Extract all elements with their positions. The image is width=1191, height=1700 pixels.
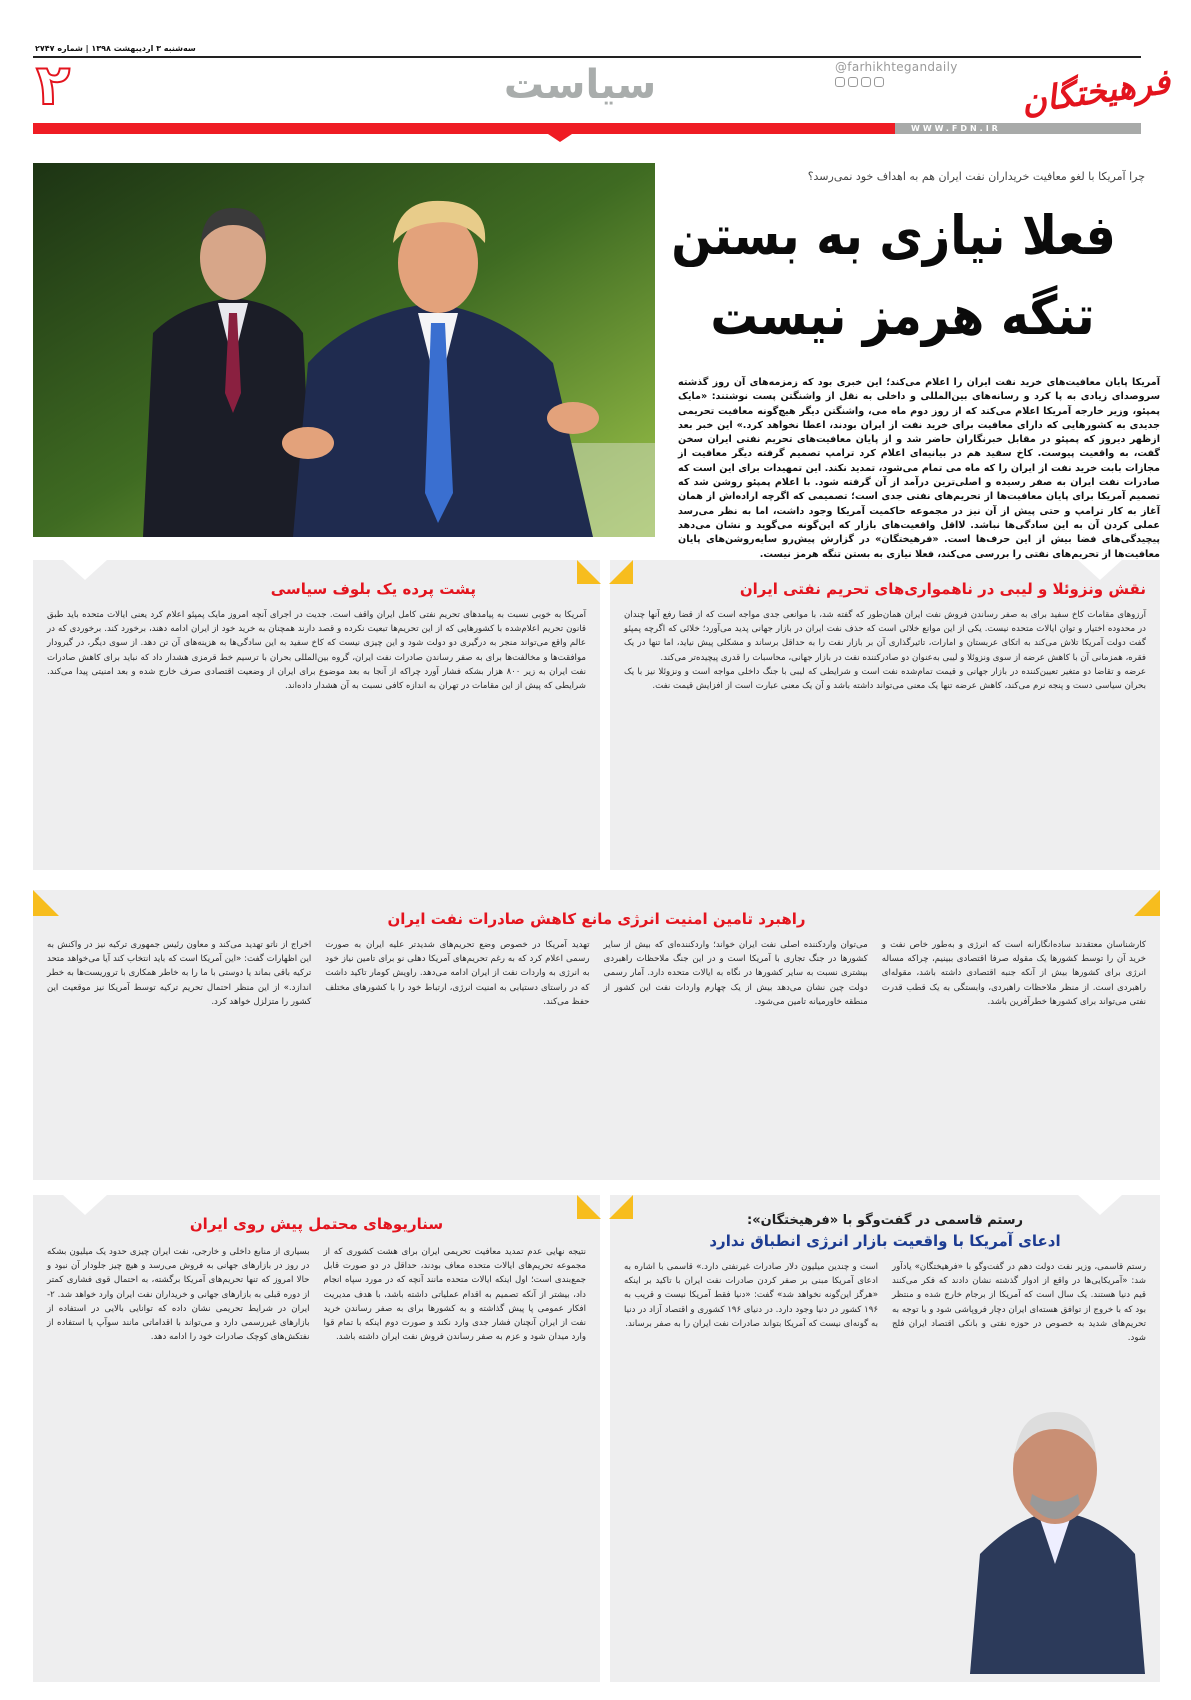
column-text: رستم قاسمی، وزیر نفت دولت دهم در گفت‌وگو با «فرهیختگان» یادآور شد: «آمریکایی‌ها در واقع از ادوار گذشته نشان دادند که فکر می‌کنند قیم دنیا هستند. یک سال است که آمریکا از برجام خارج شده و منتظر بود که با خروج از توافق هسته‌ای ایران دچار فروپاشی شود و با توجه به تحریم‌های شدید به خصوص در حوزه نفتی و بانکی اقتصاد ایران فلج شود. [892, 1262, 1146, 1344]
header-notch [548, 134, 572, 142]
article-title[interactable]: ادعای آمریکا با واقعیت بازار انرژی انطباق ندارد [709, 1232, 1061, 1250]
interview-kicker: رستم قاسمی در گفت‌وگو با «فرهیختگان»: [747, 1213, 1023, 1228]
article-energy-security [33, 890, 1160, 1180]
story-kicker: چرا آمریکا با لغو معافیت خریداران نفت ایران هم به اهداف خود نمی‌رسد؟ [807, 170, 1145, 183]
yellow-corner [33, 890, 59, 916]
story-lead: آمریکا پایان معافیت‌های خرید نفت ایران را اعلام می‌کند؛ این خبری بود که زمزمه‌های آن روز گذشته سروصدای زیادی به پا کرد و رسانه‌های بین‌المللی و داخلی به نقل از واشنگتن پست نوشتند: «مایک پمپئو، وزیر خارجه آمریکا اعلام می‌کند که از روز دوم ماه می، واشنگتن دیگر هیچ‌گونه معافیت تحریمی جدیدی به کشورهایی که دارای معافیت برای خرید نفت از ایران بودند، اعطا نخواهد کرد.» این خبر بعد ازظهر دیروز که پمپئو در مقابل خبرنگاران حاضر شد و از پایان معافیت‌های تحریم نفتی ایران سخن گفت، به واقعیت پیوست. کاخ سفید هم در بیانیه‌ای اعلام کرد ترامپ تصمیم گرفته دیگر معافیت از مجازات بابت خرید نفت از ایران را که ماه می تمام می‌شود، تمدید نکند. این تمهیدات برای این است که صادرات نفت ایران به صفر رسیده و اصلی‌ترین درآمد از آن گرفته شود. با اعلام پمپئو روشن شد که تصمیم آمریکا برای پایان معافیت‌ها از تحریم‌های نفتی جدی است؛ تصمیمی که اگرچه اراده‌اش از همان آغاز به کار ترامپ و حتی پیش از آن نیز در مجموعه حاکمیت آمریکا وجود داشت، اما به نظر می‌رسد عملی کردن آن به این سادگی‌ها نباشد. لااقل واقعیت‌های بازار که این‌گونه می‌گوید و نشان می‌دهد پیچیدگی‌های فضا بیش از این حرف‌ها است. «فرهیختگان» در گزارش پیش‌رو سایه‌روشن‌های پایان معافیت‌ها از تحریم‌های نفتی را بررسی می‌کند، فعلا نیازی به بستن تنگه هرمز نیست. [678, 377, 1160, 560]
header-red-bar [33, 123, 895, 134]
box-notch [63, 560, 107, 580]
article-paragraph: آرزوهای مقامات کاخ سفید برای به صفر رساندن فروش نفت ایران همان‌طور که گفته شد، با موانعی جدی مواجه است که از قضا رفع آنها چندان در محدوده اختیار و توان ایالات متحده نیست. یکی از این موانع خلائی است که حذف نفت ایران در بازار جهانی پدید می‌آورد؛ خلائی که اگرچه پمپئو گفت دولت آمریکا تلاش می‌کند به اتکای عربستان و امارات، تاثیرگذاری آن بر بازار نفت را به حداقل برساند و مشکلی پیش نیاید، اما تنها در یک فقره، همزمانی آن با کاهش عرضه از سوی ونزوئلا و لیبی به‌عنوان دو صادرکننده نفت در بازار جهانی، محاسبات را قدری پیچیده‌تر می‌کند. [624, 610, 1146, 663]
article-paragraph: عرضه و تقاضا دو متغیر تعیین‌کننده در بازار جهانی و قیمت تمام‌شده نفت است و شرایطی که لیبی با جنگ داخلی مواجه است و ونزوئلا نیز با یک بحران سیاسی دست و پنجه نرم می‌کند، کاهش عرضه تنها یک معنی می‌تواند داشته باشد و آن یک معنی عبارت است از افزایش قیمت نفت. [624, 666, 1146, 692]
column-text: بسیاری از منابع داخلی و خارجی، نفت ایران چیزی حدود یک میلیون بشکه در روز در بازارهای جهانی به فروش می‌رسد و هیچ چیز جلودار آن نبود و حالا امروز که تنها تحریم‌های آمریکا برگشته، به احتمال قوی فشاری کمتر از دوره قبلی به بازارهای جهانی و خریداران نفت ایران وارد خواهد شد. ۲- ایران در شرایط تحریمی نشان داده که توانایی بالایی در استفاده از بازارهای غیررسمی دارد و می‌تواند با اقداماتی مانند سوآپ یا استفاده از نفتکش‌های کوچک صادرات خود را ادامه دهد. [47, 1247, 310, 1343]
column-text: می‌توان واردکننده اصلی نفت ایران خواند؛ واردکننده‌ای که بیش از سایر کشورها در جنگ تجاری با آمریکا است و در این جنگ ملاحظات راهبردی بیشتری نسبت به سایر کشورها در نگاه به ایالات متحده دارد. آمار رسمی دولت چین نشان می‌دهد بیش از یک چهارم واردات نفت این کشور از منطقه خاورمیانه تامین می‌شود. [603, 940, 868, 1007]
issue-date: سه‌شنبه ۳ اردیبهشت ۱۳۹۸ | شماره ۲۷۴۷ [35, 44, 196, 53]
column-text: است و چندین میلیون دلار صادرات غیرنفتی دارد.» قاسمی با اشاره به ادعای آمریکا مبنی بر صفر کردن صادرات نفت ایران با تاکید بر اینکه «هرگز این‌گونه نخواهد شد» گفت: «دنیا فقط آمریکا نیست و قریب به ۱۹۶ کشور در دنیا وجود دارد. در دنیای ۱۹۶ کشوری و اقتصاد آزاد در دنیا به گونه‌ای نیست که آمریکا بتواند صادرات نفت ایران را به صفر برساند. [624, 1262, 878, 1329]
main-photo [33, 163, 655, 537]
yellow-corner [577, 560, 601, 584]
instagram-icon[interactable] [835, 77, 845, 87]
section-title: سیاست [503, 62, 657, 108]
article-political-bluff [33, 560, 600, 870]
yellow-corner [1134, 890, 1160, 916]
article-paragraph: آمریکا به خوبی نسبت به پیامدهای تحریم نفتی کامل ایران واقف است. جدیت در اجرای آنچه امروز مایک پمپئو اعلام کرد یعنی ایالات متحده باید طبق قانون تحریم اعلام‌شده با کشورهایی که از این تحریم‌ها تبعیت نکرده و قصد دارند همچنان به خرید خود از ایران ادامه دهند، برخورد کند. برخوردی که در عالم واقع می‌تواند منجر به درگیری دو دولت شود و این چیزی نیست که کاخ سفید به این سادگی‌ها به هزینه‌های آن تن دهد. از سوی دیگر، در گیرودار موافقت‌ها و مخالفت‌ها برای به صفر رساندن صادرات نفت ایران، گروه بین‌المللی بحران با ترسیم خط قرمزی هشدار داد که نباید برای کاهش صادرات نفت ایران به زیر ۸۰۰ هزار بشکه فشار آورد چراکه از آنجا به بعد موضوع برای ایران از وضعیت اقتصادی صرف خارج شده و بعد امنیتی پیدا می‌کند. شرایطی که پیش از این مقامات در تهران به اندازه کافی نسبت به آن هشدار داده‌اند. [47, 610, 587, 692]
yellow-corner [609, 1195, 633, 1219]
article-title[interactable]: راهبرد تامین امنیت انرژی مانع کاهش صادرات نفت ایران [387, 910, 806, 928]
yellow-corner [577, 1195, 601, 1219]
column-text: اخراج از ناتو تهدید می‌کند و معاون رئیس جمهوری ترکیه نیز در واکنش به این اظهارات گفت: «این آمریکا است که باید انتخاب کند آیا می‌خواهد متحد ترکیه باقی بماند یا دوستی با ما را به خاطر همکاری با تروریست‌ها به خطر اندازد.» از این منظر احتمال تحریم ترکیه توسط آمریکا نیز موقعیت این کشور را متزلزل خواهد کرد. [47, 940, 312, 1007]
box-notch [1078, 1195, 1122, 1215]
column-text: کارشناسان معتقدند ساده‌انگارانه است که انرژی و به‌طور خاص نفت و خرید آن را توسط کشورها یک مقوله صرفا اقتصادی ببینیم، چراکه مساله انرژی برای کشورها بیش از آنکه جنبه اقتصادی داشته باشد، مقوله‌ای راهبردی است. از منظر ملاحظات راهبردی، وابستگی به یک قطب قدرت نفتی می‌تواند برای کشورها خطرآفرین باشد. [881, 940, 1146, 1007]
social-handle[interactable]: @farhikhtegandaily [835, 60, 958, 74]
social-icons [835, 77, 884, 87]
telegram-icon[interactable] [874, 77, 884, 87]
article-ghasemi-interview [610, 1195, 1160, 1682]
article-scenarios [33, 1195, 600, 1682]
yellow-corner [609, 560, 633, 584]
headline-line-2: تنگه هرمز نیست [710, 284, 1095, 347]
newspaper-logo: فرهیختگان [1019, 61, 1174, 123]
article-venezuela-libya [610, 560, 1160, 870]
article-title[interactable]: سناریوهای محتمل پیش روی ایران [189, 1215, 444, 1233]
article-title[interactable]: نقش ونزوئلا و لیبی در ناهمواری‌های تحریم نفتی ایران [739, 580, 1146, 598]
headline-line-1: فعلا نیازی به بستن [671, 204, 1116, 267]
header-rule [33, 56, 1141, 58]
main-headline[interactable] [660, 196, 1145, 368]
website-bar[interactable]: WWW.FDN.IR [895, 123, 1141, 134]
column-text: نتیجه نهایی عدم تمدید معافیت تحریمی ایران برای هشت کشوری که از مجموعه تحریم‌های ایالات متحده معاف بودند، حداقل در دو صورت قابل جمع‌بندی است؛ اول اینکه ایالات متحده مانند آنچه که در مورد سپاه انجام داد، بیشتر از آنکه تصمیم به اقدام عملیاتی داشته باشد، با هدف مدیریت افکار عمومی پا پیش گذاشته و به کشورها برای به صفر رساندن خرید نفت از ایران آنچنان فشار جدی وارد نکند و صورت دوم اینکه با تمام قوا وارد میدان شود و عزم به صفر رساندن فروش نفت ایران داشته باشد. [323, 1247, 586, 1343]
aparat-icon[interactable] [848, 77, 858, 87]
ghasemi-photo [960, 1384, 1150, 1674]
twitter-icon[interactable] [861, 77, 871, 87]
page-number: ۲ [36, 53, 71, 118]
column-text: تهدید آمریکا در خصوص وضع تحریم‌های شدیدتر علیه ایران به صورت رسمی اعلام کرد که به رغم تحریم‌های آمریکا دهلی نو برای تامین نیاز خود به انرژی به واردات نفت از ایران ادامه می‌دهد. راویش کومار تاکید داشت که در راستای دستیابی به امنیت انرژی، ارتباط خود را با کشورهای مختلف حفظ می‌کند. [325, 940, 590, 1007]
box-notch [1078, 560, 1122, 580]
article-title[interactable]: پشت پرده یک بلوف سیاسی [270, 580, 476, 598]
box-notch [63, 1195, 107, 1215]
